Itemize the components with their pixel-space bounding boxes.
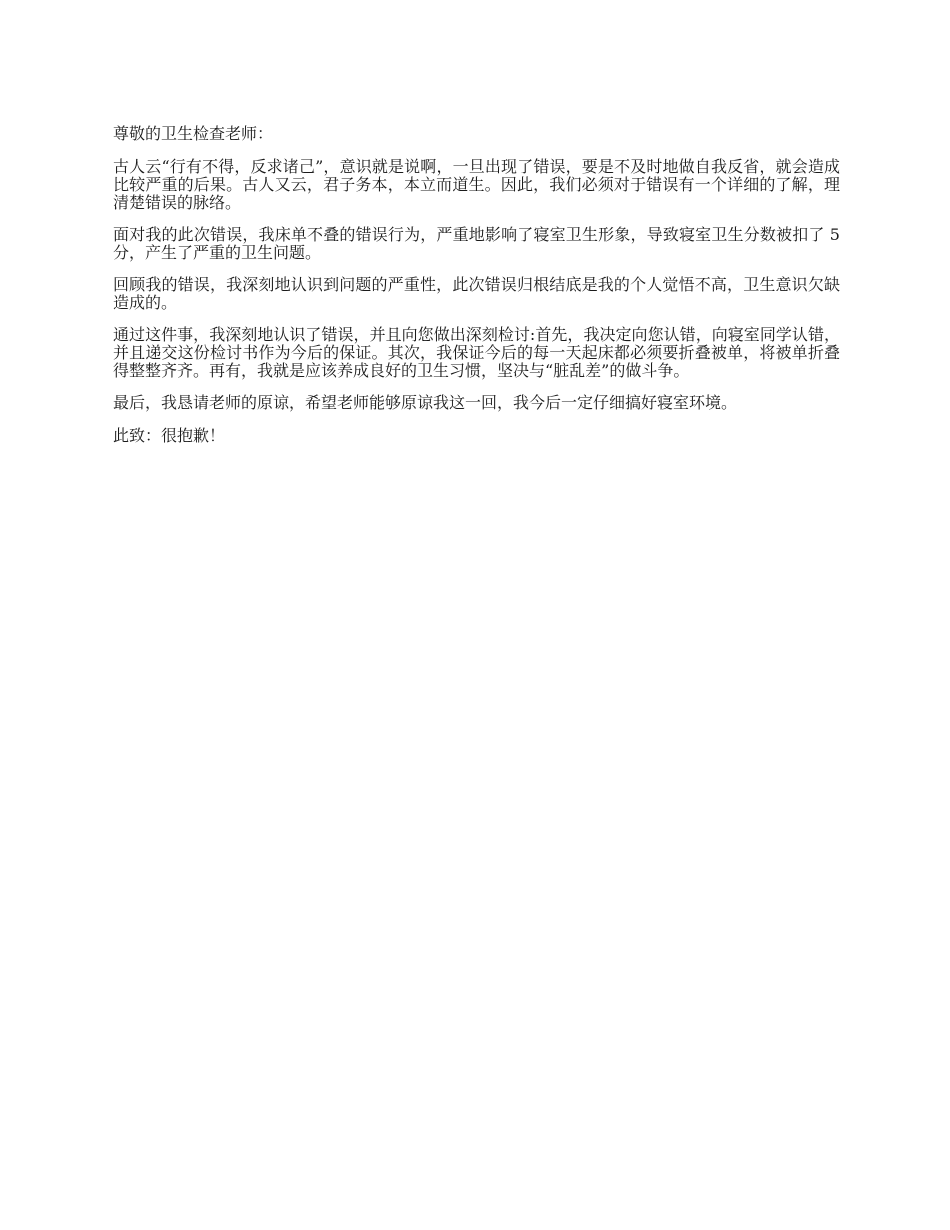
letter-paragraph-2: 面对我的此次错误，我床单不叠的错误行为，严重地影响了寝室卫生形象，导致寝室卫生分数被扣了 5 分，产生了严重的卫生问题。 — [113, 225, 840, 262]
letter-paragraph-3: 回顾我的错误，我深刻地认识到问题的严重性，此次错误归根结底是我的个人觉悟不高，卫生意识欠缺造成的。 — [113, 275, 840, 312]
letter-closing: 此致：很抱歉！ — [113, 426, 226, 445]
letter-paragraph-5: 最后，我恳请老师的原谅，希望老师能够原谅我这一回，我今后一定仔细搞好寝室环境。 — [113, 393, 738, 412]
letter-page — [113, 124, 840, 446]
letter-paragraph-4: 通过这件事，我深刻地认识了错误，并且向您做出深刻检讨:首先，我决定向您认错，向寝室同学认错，并且递交这份检讨书作为今后的保证。其次，我保证今后的每一天起床都必须要折叠被单，将被单折叠得整整齐齐。再有，我就是应该养成良好的卫生习惯，坚决与“脏乱差”的做斗争。 — [113, 325, 840, 380]
letter-paragraph-1: 古人云“行有不得，反求诸己”，意识就是说啊，一旦出现了错误，要是不及时地做自我反省，就会造成比较严重的后果。古人又云，君子务本，本立而道生。因此，我们必须对于错误有一个详细的了解，理清楚错误的脉络。 — [113, 157, 840, 212]
letter-greeting: 尊敬的卫生检查老师： — [113, 124, 274, 143]
